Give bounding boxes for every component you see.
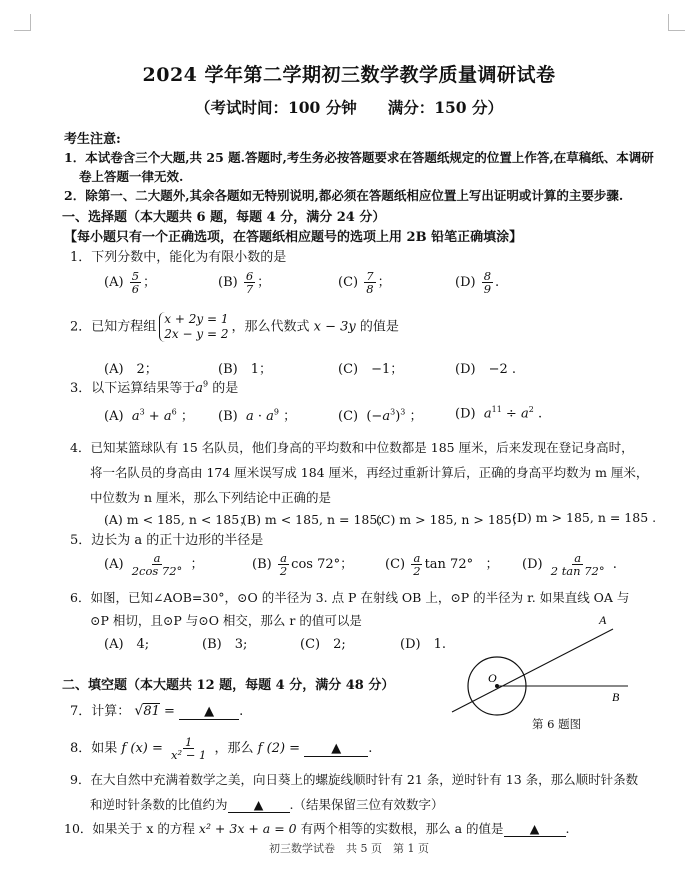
section-1-heading: 一、选择题（本大题共 6 题，每题 4 分，满分 24 分） xyxy=(62,210,386,225)
ray-oa xyxy=(452,629,613,712)
notice-item-1-line-1: 1．本试卷含三个大题,共 25 题.答题时,考生务必按答题要求在答题纸规定的位置上作答,在草稿纸、本调研 xyxy=(64,150,654,165)
label-b: B xyxy=(612,690,620,704)
q3-stem: 3．以下运算结果等于$a^9$ 的是 xyxy=(70,379,239,396)
notice-heading: 考生注意: xyxy=(64,132,121,147)
page-footer: 初三数学试卷 共 5 页 第 1 页 xyxy=(269,842,429,855)
q9-line-2: 和逆时针条数的比值约为 ▲ .（结果保留三位有效数字） xyxy=(90,797,444,812)
q2-option-b: (B) 1； xyxy=(218,362,272,377)
q9-line-1: 9．在大自然中充满着数学之美，向日葵上的螺旋线顺时针有 21 条，逆时针有 13 条，那么顺时针条数 xyxy=(70,772,639,787)
q7: 7．计算： √81 = ▲ . xyxy=(70,703,244,719)
q2-option-a: (A) 2； xyxy=(104,362,158,377)
q8: 8．如果 f (x) = $\frac{1}{\text{x² − 1}}$ ，那么 f (2) = ▲ . xyxy=(70,735,373,762)
section-1-instruction: 【每小题只有一个正确选项，在答题纸相应题号的选项上用 2B 铅笔正确填涂】 xyxy=(64,230,523,245)
q4-line-1: 4．已知某篮球队有 15 名队员，他们身高的平均数和中位数都是 185 厘米，后来发现在登记身高时， xyxy=(70,440,634,455)
q2-option-d: (D) −2 . xyxy=(455,362,516,377)
q3-option-d: (D) $a^{11} \div a^2$ . xyxy=(455,405,543,422)
q6-line-2: ⊙P 相切，且⊙P 与⊙O 相交，那么 r 的值可以是 xyxy=(90,613,362,628)
q2-option-c: (C) −1； xyxy=(338,362,404,377)
q4-line-3: 中位数为 n 厘米，那么下列结论中正确的是 xyxy=(90,490,331,505)
q5-option-a: (A) $\frac{a}{2\cos 72^\circ}$ ； xyxy=(104,551,204,578)
q3-option-b: (B) $a \cdot a^9$ ； xyxy=(218,407,297,424)
figure-caption: 第 6 题图 xyxy=(532,717,582,731)
q1-option-a: (A) $\frac{5}{6}$ ； xyxy=(104,269,157,296)
q7-answer-blank[interactable]: ▲ xyxy=(179,704,239,720)
q10-answer-blank[interactable]: ▲ xyxy=(504,821,566,837)
corner-mark-top-left xyxy=(14,14,31,31)
q8-answer-blank[interactable]: ▲ xyxy=(304,741,368,757)
q2-stem: 2．已知方程组x + 2y = 1 2x − y = 2 ，那么代数式 x − 3y 的值是 xyxy=(70,312,399,341)
notice-item-2: 2．除第一、二大题外,其余各题如无特别说明,都必须在答题纸相应位置上写出证明或计算的主要步骤. xyxy=(64,188,624,203)
q5-option-d: (D) $\frac{a}{2 \tan 72^\circ}$ . xyxy=(522,551,617,578)
q3-option-a: (A) $a^3 + a^6$ ； xyxy=(104,407,194,424)
q9-answer-blank[interactable]: ▲ xyxy=(228,797,290,813)
q5-option-b: (B) $\frac{a}{2}$ cos 72°； xyxy=(252,551,354,578)
exam-title: 2024 学年第二学期初三数学教学质量调研试卷 xyxy=(142,64,556,86)
q1-stem: 1．下列分数中，能化为有限小数的是 xyxy=(70,250,287,265)
q5-stem: 5．边长为 a 的正十边形的半径是 xyxy=(70,533,264,548)
q1-option-d: (D) $\frac{8}{9}$ . xyxy=(455,269,500,296)
q4-line-2: 将一名队员的身高由 174 厘米误写成 184 厘米，再经过重新计算后，正确的身高平均数为 m 厘米， xyxy=(90,465,649,480)
q5-option-c: (C) $\frac{a}{2}$ tan 72° ； xyxy=(385,551,499,578)
section-2-heading: 二、填空题（本大题共 12 题，每题 4 分，满分 48 分） xyxy=(62,678,395,693)
q4-option-b: (B) m < 185, n = 185； xyxy=(242,512,390,527)
q1-option-b: (B) $\frac{6}{7}$ ； xyxy=(218,269,271,296)
corner-mark-top-right xyxy=(668,14,685,31)
q6-option-d: (D) 1. xyxy=(400,637,446,652)
q6-line-1: 6．如图，已知∠AOB=30°，⊙O 的半径为 3. 点 P 在射线 OB 上，⊙P 的半径为 r. 如果直线 OA 与 xyxy=(70,590,630,605)
q6-option-c: (C) 2; xyxy=(300,637,346,652)
q1-option-c: (C) $\frac{7}{8}$ ； xyxy=(338,269,391,296)
label-o: O xyxy=(488,671,497,685)
label-a: A xyxy=(599,613,607,627)
q4-option-a: (A) m < 185, n < 185； xyxy=(104,512,252,527)
q10: 10．如果关于 x 的方程 x² + 3x + a = 0 有两个相等的实数根，那么 a 的值是 ▲ . xyxy=(64,821,570,836)
q6-option-b: (B) 3; xyxy=(202,637,248,652)
exam-subtitle: （考试时间：100 分钟 满分：150 分） xyxy=(194,98,503,117)
q3-option-c: (C) $(-a^3)^3$ ； xyxy=(338,407,423,424)
q4-option-d: (D) m > 185, n = 185 . xyxy=(512,510,657,525)
q4-option-c: (C) m > 185, n > 185； xyxy=(376,512,525,527)
q6-option-a: (A) 4; xyxy=(104,637,150,652)
notice-item-1-line-2: 卷上答题一律无效. xyxy=(79,169,184,184)
